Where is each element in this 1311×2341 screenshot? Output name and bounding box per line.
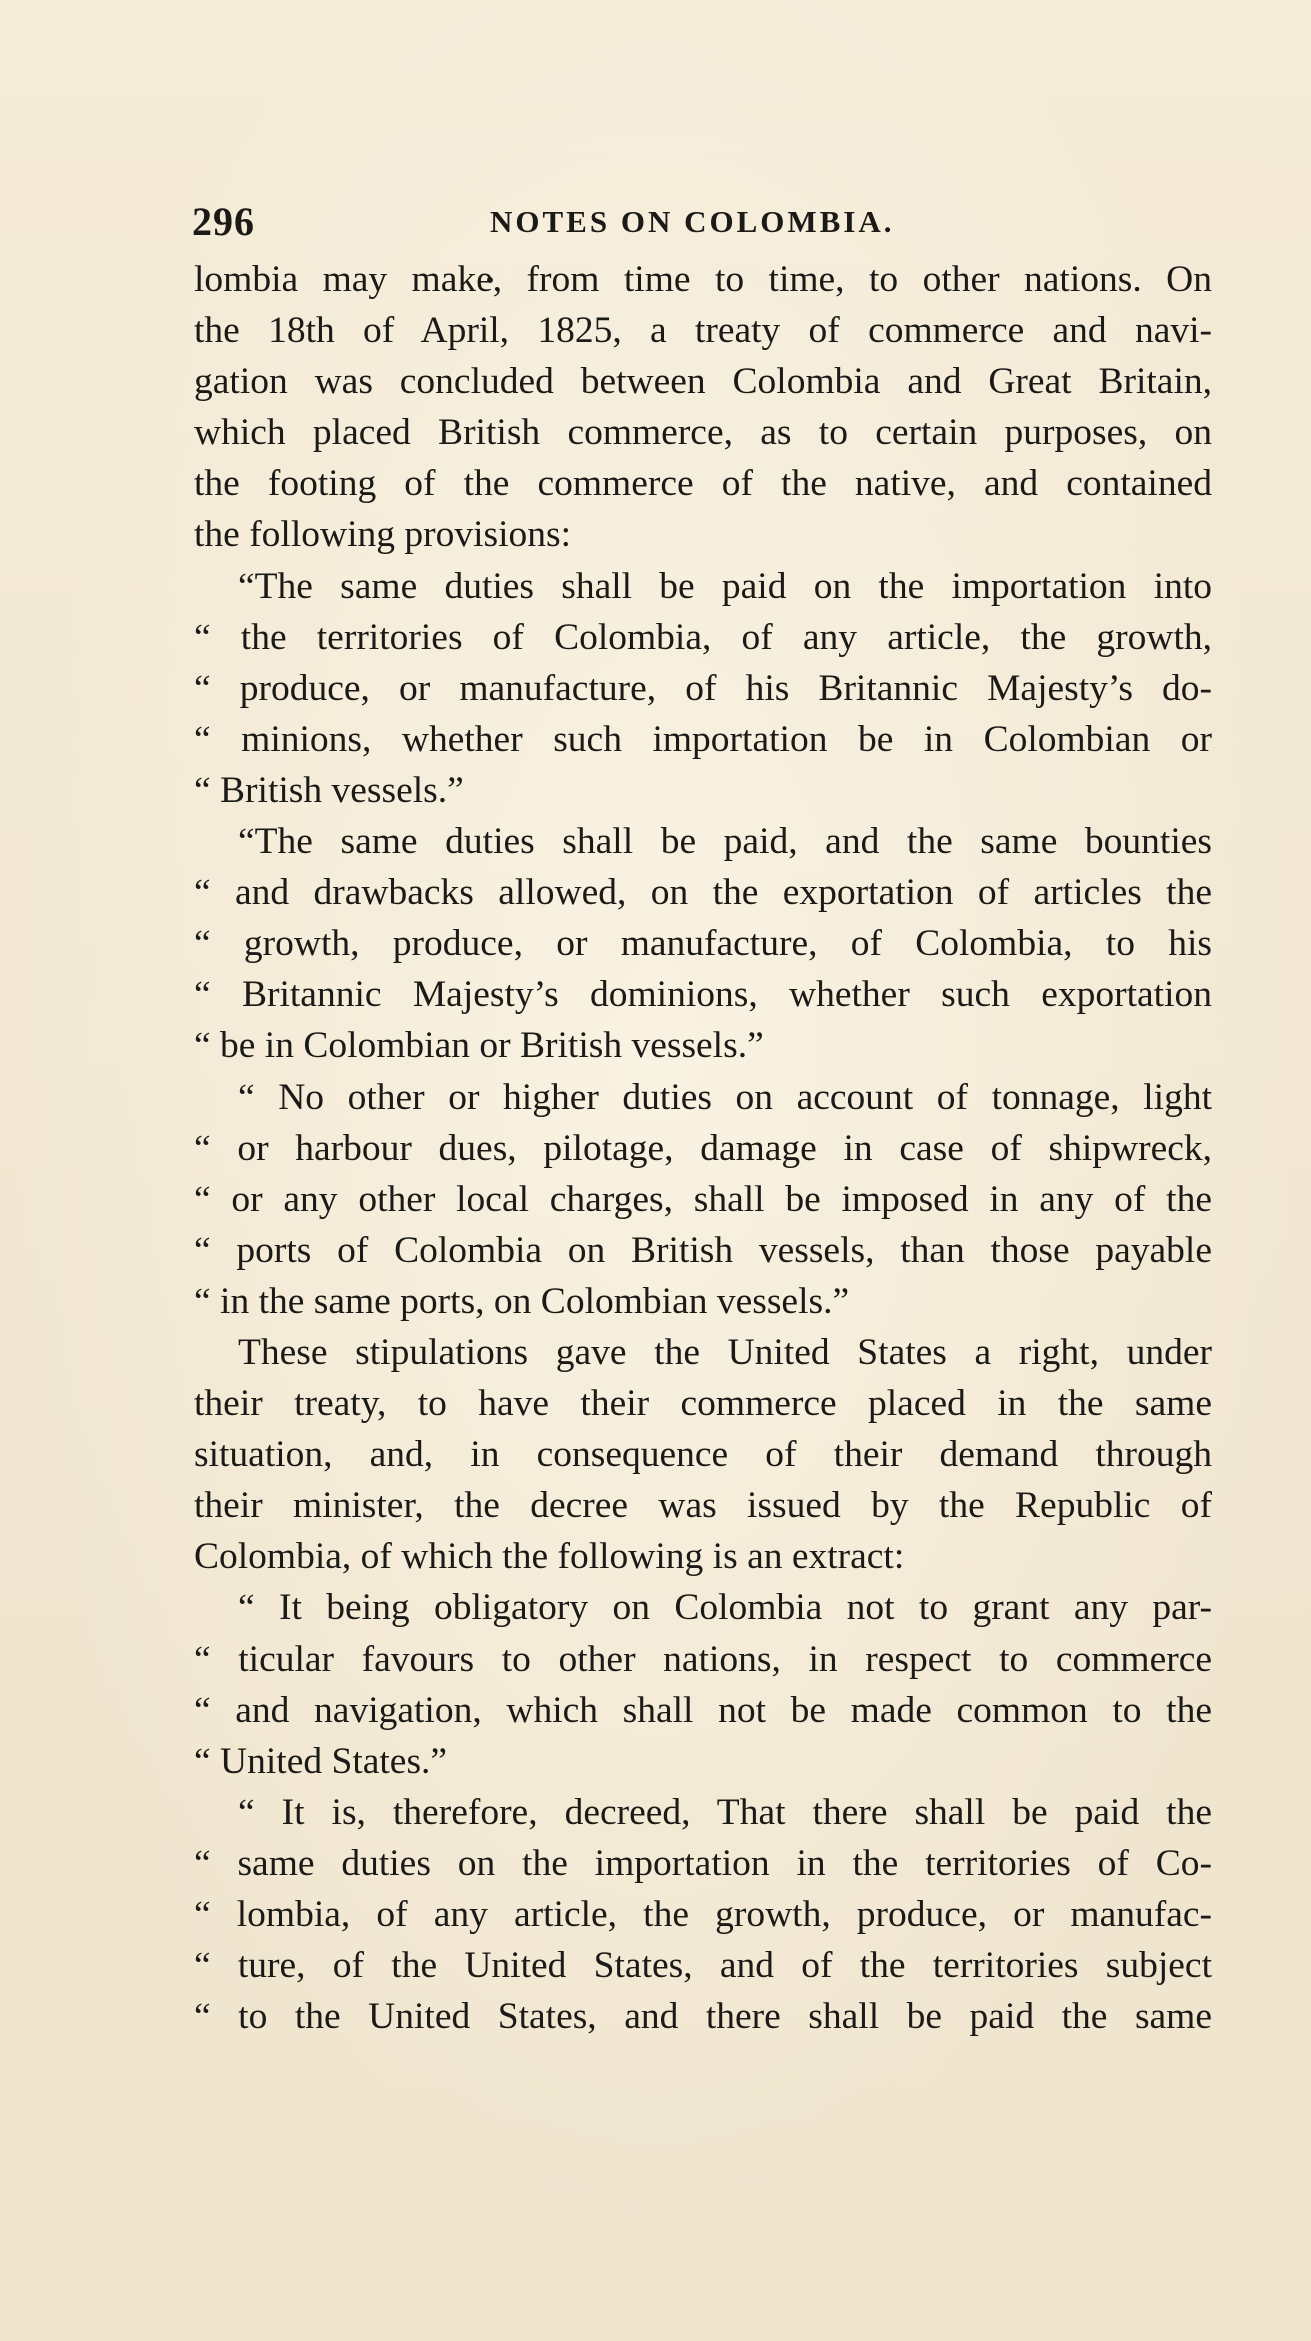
text-line: “ growth, produce, or manufacture, of Colombia, to his xyxy=(194,923,1212,965)
running-head: NOTES ON COLOMBIA. xyxy=(490,204,895,239)
text-line: “ produce, or manufacture, of his Britannic Majesty’s do- xyxy=(194,667,1212,709)
text-line: “ United States.” xyxy=(194,1740,448,1782)
text-line: “ ports of Colombia on British vessels, than those payable xyxy=(194,1229,1212,1271)
text-line: “ It being obligatory on Colombia not to grant any par- xyxy=(238,1587,1212,1629)
text-line: “ same duties on the importation in the territories of Co- xyxy=(194,1842,1212,1884)
text-line: their minister, the decree was issued by the Republic of xyxy=(194,1485,1212,1527)
text-line: “ or any other local charges, shall be imposed in any of the xyxy=(194,1178,1212,1220)
text-line: gation was concluded between Colombia and Great Britain, xyxy=(194,361,1212,403)
text-line: “ to the United States, and there shall be paid the same xyxy=(194,1996,1212,2038)
text-line: “ It is, therefore, decreed, That there shall be paid the xyxy=(238,1791,1212,1833)
text-line: the following provisions: xyxy=(194,514,572,556)
text-line: “ in the same ports, on Colombian vessels.” xyxy=(194,1280,850,1322)
text-line: “ be in Colombian or British vessels.” xyxy=(194,1025,764,1067)
text-line: “ minions, whether such importation be in Colombian or xyxy=(194,718,1212,760)
text-line: the 18th of April, 1825, a treaty of commerce and navi- xyxy=(194,310,1212,352)
text-line: These stipulations gave the United States a right, under xyxy=(238,1331,1212,1373)
text-line: “ and drawbacks allowed, on the exportation of articles the xyxy=(194,872,1212,914)
text-line: “ British vessels.” xyxy=(194,769,464,811)
text-line: “ Britannic Majesty’s dominions, whether such exportation xyxy=(194,974,1212,1016)
page-header xyxy=(192,198,932,248)
text-line: lombia may make, from time to time, to other nations. On xyxy=(194,259,1212,300)
text-line: “ or harbour dues, pilotage, damage in case of shipwreck, xyxy=(194,1127,1212,1169)
text-line: “ lombia, of any article, the growth, produce, or manufac- xyxy=(194,1894,1212,1935)
page-number: 296 xyxy=(192,199,255,244)
text-line: “ and navigation, which shall not be made common to the xyxy=(194,1689,1212,1731)
text-line: the footing of the commerce of the native, and contained xyxy=(194,463,1212,505)
body-text xyxy=(194,254,1212,2042)
text-line: “ ture, of the United States, and of the territories subject xyxy=(194,1945,1212,1987)
text-line: “ ticular favours to other nations, in respect to commerce xyxy=(194,1638,1212,1680)
text-line: their treaty, to have their commerce placed in the same xyxy=(194,1383,1212,1425)
text-line: “The same duties shall be paid, and the same bounties xyxy=(238,821,1212,863)
text-line: “ No other or higher duties on account of tonnage, light xyxy=(238,1076,1212,1118)
text-line: Colombia, of which the following is an extract: xyxy=(194,1536,905,1578)
text-line: which placed British commerce, as to certain purposes, on xyxy=(194,412,1212,454)
text-line: situation, and, in consequence of their demand through xyxy=(194,1434,1212,1476)
text-line: “ the territories of Colombia, of any article, the growth, xyxy=(194,616,1212,658)
text-line: “The same duties shall be paid on the importation into xyxy=(238,565,1212,607)
